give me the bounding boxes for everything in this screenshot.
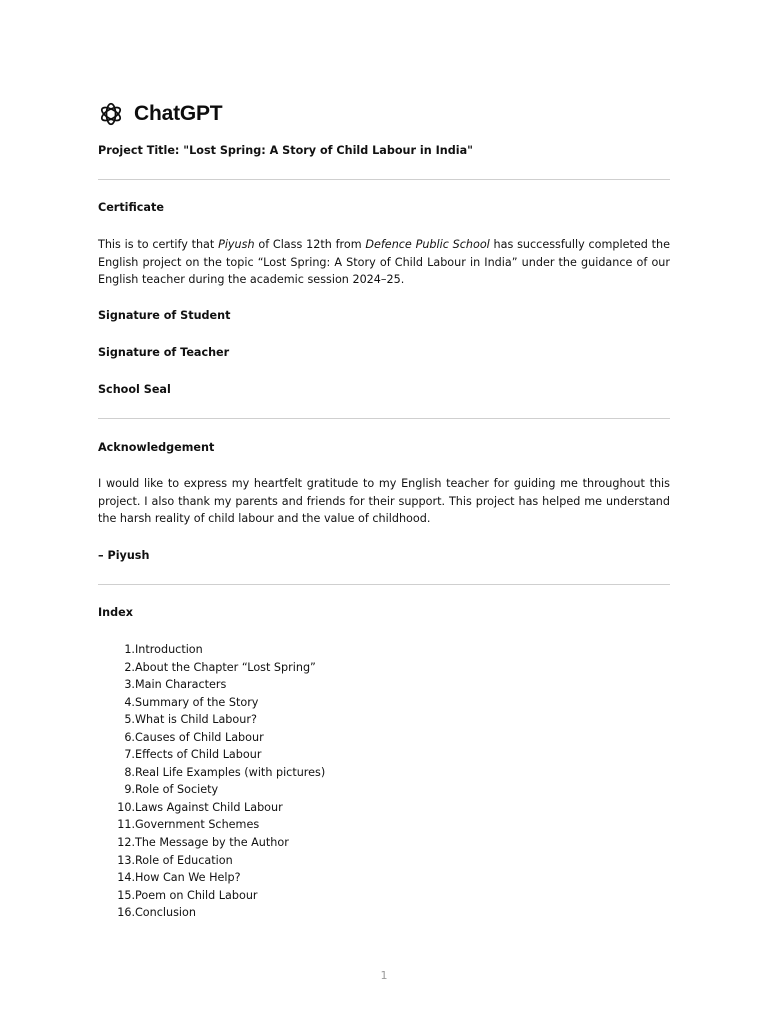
index-item	[98, 694, 325, 712]
acknowledgement-signoff: – Piyush	[98, 549, 150, 562]
index-item-label: Role of Education	[135, 853, 233, 867]
index-item-label: The Message by the Author	[135, 836, 289, 850]
certificate-text-2: of Class 12th from	[254, 238, 366, 251]
school-name: Defence Public School	[365, 238, 490, 251]
index-item	[98, 904, 325, 922]
index-item-number: 15.	[117, 888, 135, 902]
acknowledgement-paragraph: I would like to express my heartfelt gratitude to my English teacher for guiding me throughout this project. I also thank my parents and friends for their support. This project has helped me understand the harsh reality of child labour and the value of childhood.	[98, 477, 670, 526]
index-item	[98, 887, 325, 905]
divider	[98, 179, 670, 180]
divider	[98, 418, 670, 419]
index-item	[98, 641, 325, 659]
page-number: 1	[380, 969, 388, 982]
index-item-label: About the Chapter “Lost Spring”	[135, 660, 316, 674]
index-item-number: 5.	[124, 713, 135, 727]
index-item	[98, 676, 325, 694]
index-item	[98, 816, 325, 834]
index-item-number: 14.	[117, 871, 135, 885]
index-item-label: Main Characters	[135, 678, 227, 692]
signature-of-teacher: Signature of Teacher	[98, 346, 230, 359]
index-item	[98, 711, 325, 729]
index-item-label: Role of Society	[135, 783, 219, 797]
divider	[98, 584, 670, 585]
index-item	[98, 852, 325, 870]
index-heading: Index	[98, 606, 133, 619]
index-item-label: Poem on Child Labour	[135, 888, 258, 902]
index-item-label: Real Life Examples (with pictures)	[135, 765, 326, 779]
certificate-paragraph	[98, 236, 670, 289]
index-item	[98, 659, 325, 677]
certificate-text-3: has successfully completed the English project on the topic “Lost Spring: A Story of Child Labour in India” under the guidance of our English teacher during the academic session 2024–25.	[98, 238, 670, 287]
index-item-number: 13.	[117, 853, 135, 867]
index-item-label: Causes of Child Labour	[135, 730, 264, 744]
index-item	[98, 869, 325, 887]
school-seal: School Seal	[98, 383, 171, 396]
index-item-label: Government Schemes	[135, 818, 260, 832]
index-item-number: 12.	[117, 836, 135, 850]
index-item-number: 7.	[124, 748, 135, 762]
openai-logo-icon	[98, 101, 124, 127]
index-item-label: Effects of Child Labour	[135, 748, 262, 762]
index-list	[98, 641, 325, 922]
index-item-number: 10.	[117, 800, 135, 814]
index-item	[98, 729, 325, 747]
index-item	[98, 799, 325, 817]
index-item	[98, 781, 325, 799]
project-title: Project Title: "Lost Spring: A Story of Child Labour in India"	[98, 144, 473, 157]
signature-of-student: Signature of Student	[98, 309, 231, 322]
document-header	[98, 100, 222, 128]
index-item-number: 1.	[124, 643, 135, 656]
certificate-text-1: This is to certify that	[98, 238, 219, 251]
student-name: Piyush	[218, 238, 255, 251]
index-item-label: How Can We Help?	[135, 871, 241, 885]
index-item-label: Summary of the Story	[135, 695, 259, 709]
certificate-heading: Certificate	[98, 201, 164, 214]
index-item-number: 4.	[124, 695, 135, 709]
brand-name: ChatGPT	[134, 102, 223, 125]
index-item	[98, 834, 325, 852]
index-item-number: 16.	[117, 906, 135, 920]
index-item	[98, 764, 325, 782]
index-item-label: Introduction	[135, 643, 203, 656]
index-item-number: 2.	[124, 660, 135, 674]
index-item-number: 8.	[124, 765, 135, 779]
index-item-number: 9.	[124, 783, 135, 797]
index-item-label: Conclusion	[135, 906, 196, 920]
index-item	[98, 746, 325, 764]
acknowledgement-heading: Acknowledgement	[98, 441, 215, 454]
index-item-number: 3.	[124, 678, 135, 692]
index-item-number: 6.	[124, 730, 135, 744]
index-item-label: What is Child Labour?	[135, 713, 257, 727]
index-item-number: 11.	[117, 818, 135, 832]
index-item-label: Laws Against Child Labour	[135, 800, 283, 814]
